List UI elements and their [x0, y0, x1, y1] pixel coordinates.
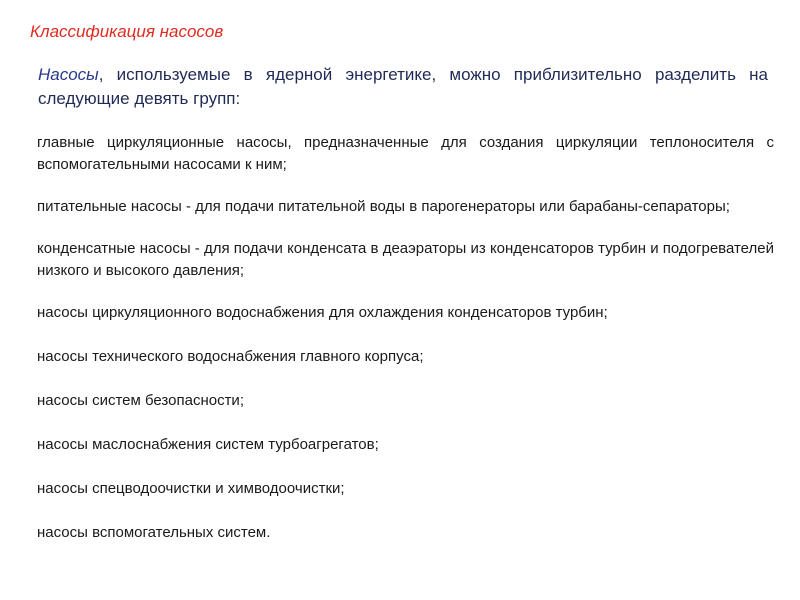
intro-paragraph: [38, 63, 768, 111]
list-item-text: насосы циркуляционного водоснабжения для охлаждения конденсаторов турбин;: [37, 304, 608, 321]
list-item: [24, 478, 774, 500]
list-item-text: главные циркуляционные насосы, предназначенные для создания циркуляции теплоносителя с вспомогательными насосами к ним;: [37, 134, 774, 173]
list-item: [24, 434, 774, 456]
list-item-text: насосы технического водоснабжения главного корпуса;: [37, 348, 424, 365]
list-item-text: насосы систем безопасности;: [37, 392, 244, 409]
list-item-text: питательные насосы - для подачи питательной воды в парогенераторы или барабаны-сепараторы;: [37, 198, 730, 215]
list-item: [24, 132, 774, 176]
pump-groups-list: [24, 132, 774, 544]
intro-text: , используемые в ядерной энергетике, можно приблизительно разделить на следующие девять групп:: [38, 65, 768, 108]
list-item-text: конденсатные насосы - для подачи конденсата в деаэраторы из конденсаторов турбин и подогревателей низкого и высокого давления;: [37, 240, 774, 279]
list-item: [24, 522, 774, 544]
list-item-text: насосы спецводоочистки и химводоочистки;: [37, 480, 345, 497]
slide-title: Классификация насосов: [30, 22, 224, 41]
list-item: [24, 390, 774, 412]
intro-lead-word: Насосы: [38, 65, 99, 84]
list-item: [24, 302, 774, 324]
list-item: [24, 346, 774, 368]
list-item: [24, 196, 774, 218]
list-item: [24, 238, 774, 282]
list-item-text: насосы вспомогательных систем.: [37, 524, 271, 541]
list-item-text: насосы маслоснабжения систем турбоагрегатов;: [37, 436, 379, 453]
